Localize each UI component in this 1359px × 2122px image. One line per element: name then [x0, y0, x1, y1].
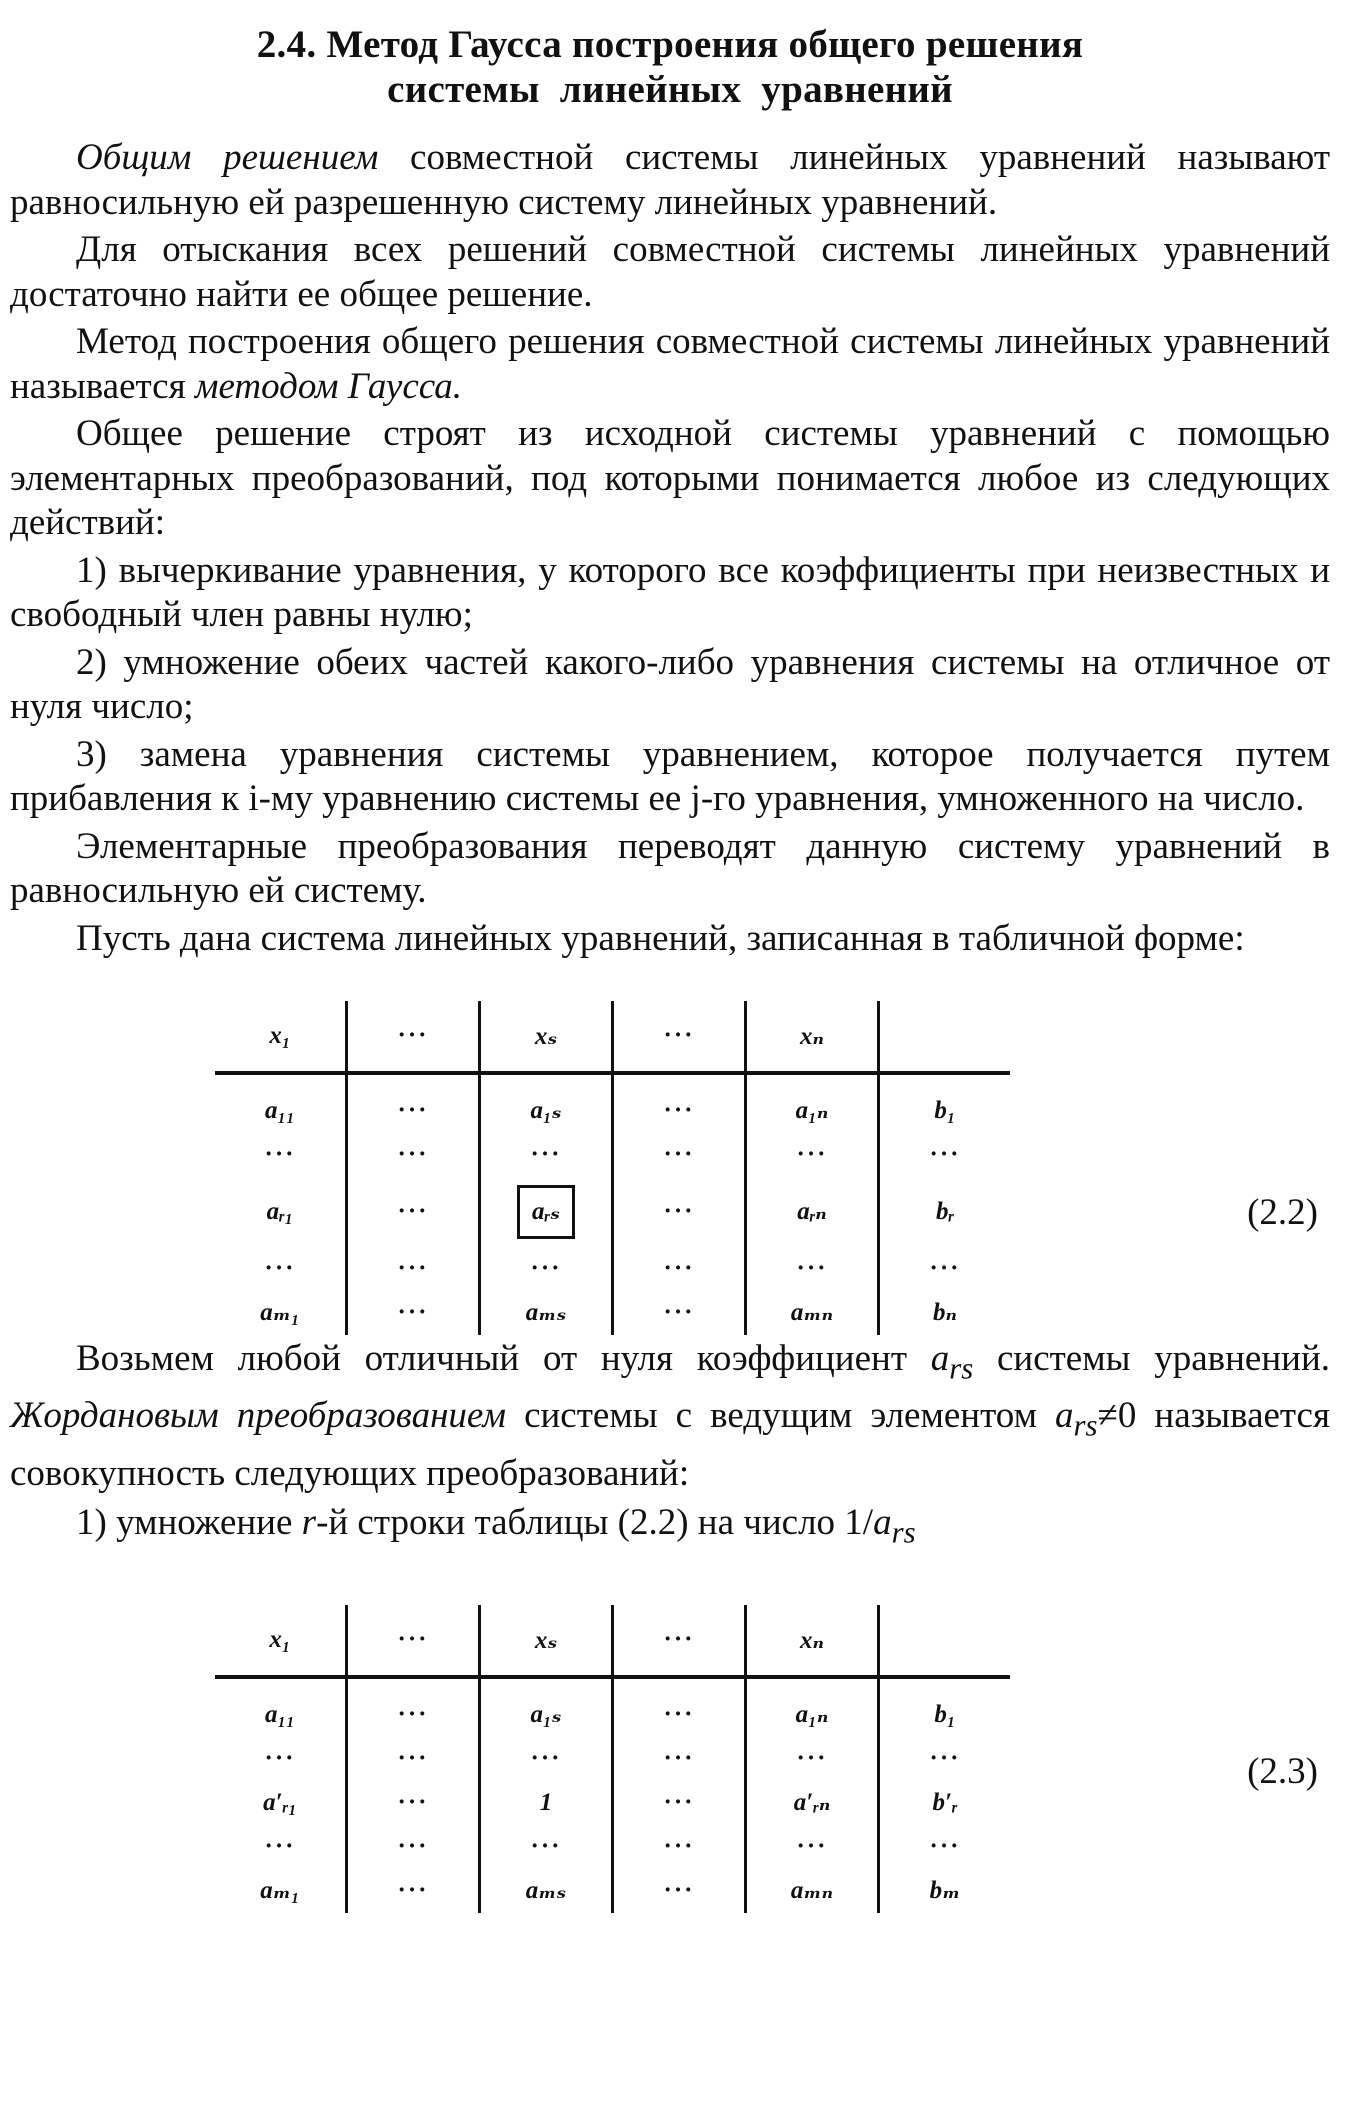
list-item-2: 2) умножение обеих частей какого-либо уравнения системы на отличное от нуля число; [10, 641, 1330, 727]
heading-line-2: системы линейных уравнений [387, 68, 953, 111]
table-cell: ··· [347, 1677, 480, 1737]
table-2-2-block [10, 1001, 1330, 1326]
section-heading [10, 22, 1330, 112]
table-cell: a′ᵣₙ [746, 1781, 879, 1825]
table-cell: ··· [347, 1869, 480, 1913]
table-cell: ··· [746, 1825, 879, 1869]
table-cell: ··· [347, 1291, 480, 1335]
header-cell: ··· [347, 1001, 480, 1073]
table-header-row [215, 1605, 1010, 1677]
table-cell: aₘ₁ [215, 1291, 347, 1335]
table-row [215, 1677, 1010, 1737]
header-cell [879, 1001, 1011, 1073]
table-cell: ··· [746, 1737, 879, 1781]
paragraph-table-form: Пусть дана система линейных уравнений, записанная в табличной форме: [76, 917, 1245, 959]
table-cell: aₘₛ [480, 1869, 613, 1913]
header-cell: x₁ [215, 1605, 347, 1677]
table-cell: bᵣ [935, 1198, 955, 1225]
table-row [215, 1781, 1010, 1825]
paragraph-general-solution: Общим решением совместной системы линейных уравнений называют равносильную ей разрешенную систему линейных уравнений. [10, 137, 1330, 223]
paragraph-elementary-transforms: Общее решение строят из исходной системы уравнений с помощью элементарных преобразований, под которыми понимается любое из следующих действий: [10, 413, 1330, 543]
table-cell: ··· [347, 1073, 480, 1133]
table-2-3-block [10, 1605, 1330, 1905]
table-cell: ··· [480, 1133, 613, 1177]
term-jordan-transform: Жордановым преобразованием [10, 1395, 507, 1437]
table-cell: aₘₛ [480, 1291, 613, 1335]
table-cell: ··· [746, 1247, 879, 1291]
table-cell: ··· [215, 1737, 347, 1781]
table-header-row [215, 1001, 1010, 1073]
table-cell: ··· [929, 1832, 961, 1860]
equation-number-2-2: (2.2) [1247, 1192, 1318, 1233]
table-cell: ··· [613, 1781, 746, 1825]
header-cell: xₛ [480, 1001, 613, 1073]
heading-line-1: 2.4. Метод Гаусса построения общего решения [256, 23, 1084, 66]
table-cell: ··· [347, 1133, 480, 1177]
table-cell: a₁ₛ [480, 1073, 613, 1133]
table-cell: ··· [929, 1141, 961, 1168]
paragraph-jordan-transform: Возьмем любой отличный от нуля коэффициент $a_{rs}$ системы уравнений. Жордановым преобразованием системы с ведущим элементом $a_{rs}\ne 0$ называется совокупность следующих преобразований: [10, 1338, 1331, 1494]
table-row [215, 1177, 1010, 1247]
table-cell: ··· [347, 1177, 480, 1247]
table-cell: 1 [480, 1781, 613, 1825]
table-cell: ··· [613, 1677, 746, 1737]
header-cell: ··· [613, 1001, 746, 1073]
table-cell: b₁ [934, 1097, 956, 1124]
table-cell: ··· [347, 1781, 480, 1825]
table-row [215, 1737, 1010, 1781]
table-row [215, 1869, 1010, 1913]
table-cell: a₁ₛ [480, 1677, 613, 1737]
header-cell: x₁ [215, 1001, 347, 1073]
table-cell: b′ᵣ [932, 1788, 958, 1816]
table-cell: a₁ₙ [746, 1073, 879, 1133]
pivot-cell [480, 1177, 613, 1247]
table-cell: b₁ [934, 1700, 956, 1728]
table-cell: ··· [929, 1255, 961, 1282]
header-cell: xₛ [480, 1605, 613, 1677]
table-row [215, 1291, 1010, 1335]
table-cell: ··· [215, 1825, 347, 1869]
table-row [215, 1073, 1010, 1133]
paragraph-equivalence: Элементарные преобразования переводят данную систему уравнений в равносильную ей систему. [10, 825, 1330, 911]
table-2-3 [215, 1605, 1010, 1913]
table-cell: a₁₁ [215, 1677, 347, 1737]
table-row [215, 1247, 1010, 1291]
table-cell: aₘ₁ [215, 1869, 347, 1913]
step-1: 1) умножение r-й строки таблицы (2.2) на число $1/a_{rs}$ [76, 1501, 916, 1550]
table-cell: ··· [613, 1737, 746, 1781]
header-cell: xₙ [746, 1605, 879, 1677]
table-cell: a′ᵣ₁ [215, 1781, 347, 1825]
table-cell: ··· [215, 1247, 347, 1291]
table-cell: aₘₙ [746, 1869, 879, 1913]
table-cell: ··· [347, 1247, 480, 1291]
page [10, 22, 1330, 1905]
paragraph-gauss-method: Метод построения общего решения совместной системы линейных уравнений называется методом Гаусса. [10, 321, 1330, 407]
header-cell: xₙ [746, 1001, 879, 1073]
pivot-coefficient: $a_{rs}$ [930, 1338, 974, 1386]
table-cell: a₁ₙ [746, 1677, 879, 1737]
table-cell: ··· [613, 1133, 746, 1177]
table-cell: bₙ [933, 1299, 957, 1326]
table-2-2 [215, 1001, 1010, 1335]
table-row [215, 1133, 1010, 1177]
table-cell: a₁₁ [215, 1073, 347, 1133]
table-cell: ··· [613, 1291, 746, 1335]
table-cell: ··· [613, 1869, 746, 1913]
table-cell: ··· [480, 1247, 613, 1291]
table-cell: ··· [347, 1825, 480, 1869]
header-cell [879, 1605, 1011, 1677]
pivot-element-box: aᵣₛ [517, 1185, 575, 1239]
table-cell: ··· [613, 1073, 746, 1133]
table-cell: ··· [613, 1825, 746, 1869]
list-item-1: 1) вычеркивание уравнения, у которого все коэффициенты при неизвестных и свободный член равны нулю; [10, 549, 1330, 635]
header-cell: ··· [347, 1605, 480, 1677]
table-cell: ··· [480, 1825, 613, 1869]
table-cell: aᵣₙ [746, 1177, 879, 1247]
table-cell: ··· [613, 1177, 746, 1247]
header-cell: ··· [613, 1605, 746, 1677]
table-cell: bₘ [929, 1876, 961, 1904]
table-cell: ··· [215, 1133, 347, 1177]
list-item-3: 3) замена уравнения системы уравнением, которое получается путем прибавления к i-му уравнению системы ее j-го уравнения, умноженного на число. [10, 733, 1330, 819]
table-cell: aᵣ₁ [215, 1177, 347, 1247]
table-cell: ··· [929, 1744, 961, 1772]
term-general-solution: Общим решением [76, 137, 379, 178]
table-cell: aₘₙ [746, 1291, 879, 1335]
table-cell: ··· [480, 1737, 613, 1781]
table-cell: ··· [347, 1737, 480, 1781]
equation-number-2-3: (2.3) [1247, 1750, 1318, 1792]
pivot-coefficient: $a_{rs}$ [1055, 1395, 1098, 1443]
table-row [215, 1825, 1010, 1869]
pivot-coefficient: $a_{rs}$ [873, 1501, 916, 1550]
table-cell: ··· [613, 1247, 746, 1291]
term-gauss-method: методом Гаусса. [194, 365, 462, 407]
table-cell: ··· [746, 1133, 879, 1177]
paragraph-finding-solutions: Для отыскания всех решений совместной системы линейных уравнений достаточно найти ее общее решение. [10, 229, 1330, 315]
